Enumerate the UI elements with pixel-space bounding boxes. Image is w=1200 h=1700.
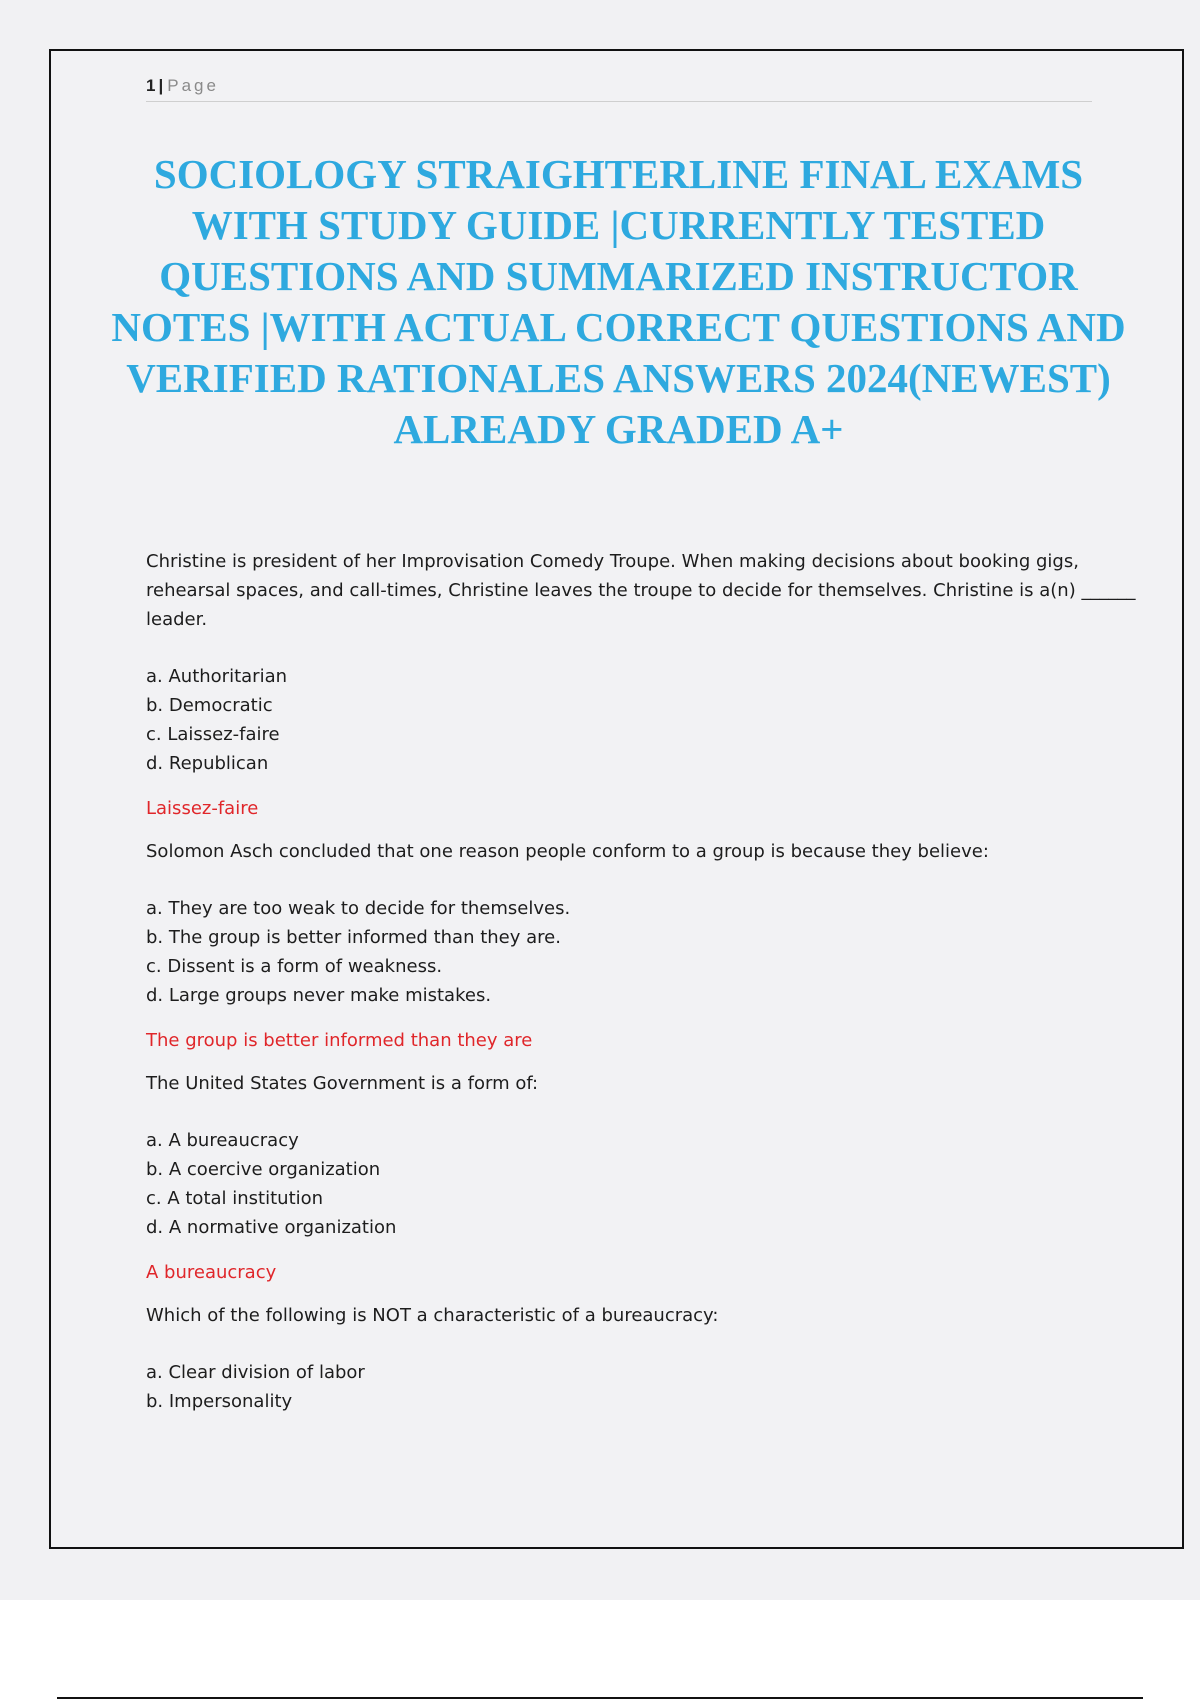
document-page: [49, 49, 1184, 1549]
page-label: Page: [167, 76, 219, 95]
answer-option: a. They are too weak to decide for themselves.: [146, 898, 571, 919]
correct-answer: A bureaucracy: [146, 1262, 277, 1283]
answer-option: c. Laissez-faire: [146, 724, 280, 745]
page-header: [146, 75, 1092, 102]
answer-option: a. Clear division of labor: [146, 1362, 365, 1383]
question-list: [146, 547, 1136, 1416]
question-text: Christine is president of her Improvisation Comedy Troupe. When making decisions about booking gigs, rehearsal spaces, and call-times, Christine leaves the troupe to decide for themselves. Christine is a(n) ______ leader.: [146, 551, 1136, 630]
answer-option: b. Democratic: [146, 695, 273, 716]
answer-option: d. Large groups never make mistakes.: [146, 985, 492, 1006]
answer-option: b. The group is better informed than they are.: [146, 927, 561, 948]
answer-option: a. Authoritarian: [146, 666, 288, 687]
question-block: [146, 1069, 1136, 1287]
page-separator: |: [158, 76, 164, 95]
correct-answer: Laissez-faire: [146, 798, 259, 819]
answer-option: a. A bureaucracy: [146, 1130, 299, 1151]
question-block: [146, 1301, 1136, 1416]
answer-option: c. Dissent is a form of weakness.: [146, 956, 443, 977]
question-block: [146, 837, 1136, 1055]
answer-option: b. A coercive organization: [146, 1159, 381, 1180]
correct-answer: The group is better informed than they are: [146, 1030, 533, 1051]
document-title: SOCIOLOGY STRAIGHTERLINE FINAL EXAMS WITH STUDY GUIDE |CURRENTLY TESTED QUESTIONS AND SUMMARIZED INSTRUCTOR NOTES |WITH ACTUAL CORRECT QUESTIONS AND VERIFIED RATIONALES ANSWERS 2024(NEWEST) ALREADY GRADED A+: [111, 151, 1126, 452]
answer-option: d. Republican: [146, 753, 269, 774]
answer-option: d. A normative organization: [146, 1217, 397, 1238]
question-block: [146, 547, 1136, 823]
page-number: 1: [146, 76, 156, 95]
answer-option: b. Impersonality: [146, 1391, 293, 1412]
next-page-rule: [57, 1697, 1143, 1699]
question-text: The United States Government is a form of:: [146, 1073, 539, 1094]
answer-option: c. A total institution: [146, 1188, 324, 1209]
question-text: Solomon Asch concluded that one reason people conform to a group is because they believe:: [146, 841, 989, 862]
next-page-area: [0, 1600, 1200, 1700]
question-text: Which of the following is NOT a characteristic of a bureaucracy:: [146, 1305, 719, 1326]
